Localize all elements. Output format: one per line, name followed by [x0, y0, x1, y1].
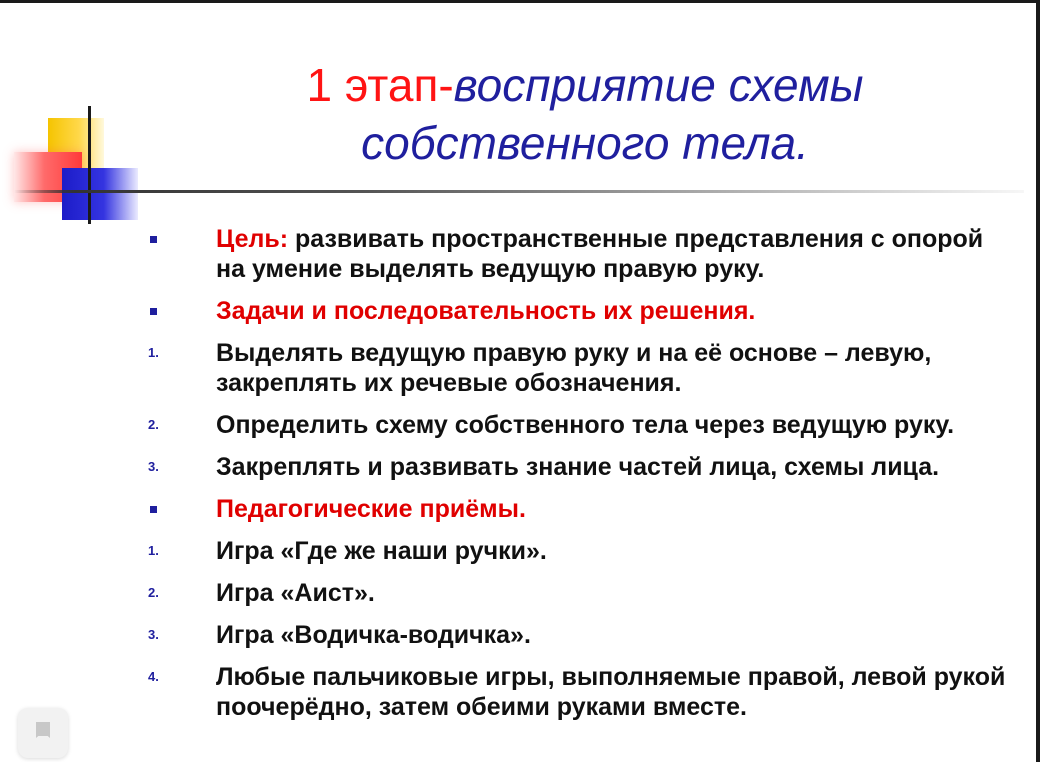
item-text: Закреплять и развивать знание частей лица, схемы лица. — [216, 453, 940, 481]
title-topic: восприятие схемы собственного тела. — [361, 59, 864, 169]
list-item — [148, 224, 1018, 284]
item-label: Задачи и последовательность их решения. — [216, 297, 756, 325]
content-list — [148, 224, 1018, 734]
item-number: 1. — [148, 345, 159, 360]
item-text: Игра «Аист». — [216, 579, 375, 607]
list-item — [148, 296, 1018, 326]
item-number: 2. — [148, 585, 159, 600]
list-item — [148, 662, 1018, 722]
title-stage: 1 этап- — [306, 59, 454, 111]
item-label: Педагогические приёмы. — [216, 495, 526, 523]
item-text: Игра «Водичка-водичка». — [216, 621, 531, 649]
item-text: Игра «Где же наши ручки». — [216, 537, 547, 565]
blue-square — [62, 168, 138, 220]
item-label: Цель: — [216, 225, 289, 253]
item-text: Выделять ведущую правую руку и на её основе – левую, закреплять их речевые обозначения. — [216, 339, 932, 397]
yellow-square — [48, 118, 104, 176]
list-item — [148, 338, 1018, 398]
item-number: 4. — [148, 669, 159, 684]
item-text: развивать пространственные представления с опорой на умение выделять ведущую правую руку. — [216, 225, 984, 283]
item-text: Любые пальчиковые игры, выполняемые правой, левой рукой поочерёдно, затем обеими руками вместе. — [216, 663, 1006, 721]
item-number: 3. — [148, 627, 159, 642]
vertical-rule — [88, 106, 91, 224]
bookmark-icon[interactable] — [18, 708, 68, 758]
item-number: 2. — [148, 417, 159, 432]
frame-right-border — [1036, 0, 1040, 762]
list-item — [148, 536, 1018, 566]
red-square — [14, 152, 82, 202]
list-item — [148, 452, 1018, 482]
list-item — [148, 578, 1018, 608]
frame-top-border — [0, 0, 1040, 3]
list-item — [148, 410, 1018, 440]
horizontal-rule — [14, 190, 1024, 193]
list-item — [148, 494, 1018, 524]
item-number: 1. — [148, 543, 159, 558]
slide-title — [150, 56, 1020, 172]
item-text: Определить схему собственного тела через ведущую руку. — [216, 411, 955, 439]
item-number: 3. — [148, 459, 159, 474]
list-item — [148, 620, 1018, 650]
